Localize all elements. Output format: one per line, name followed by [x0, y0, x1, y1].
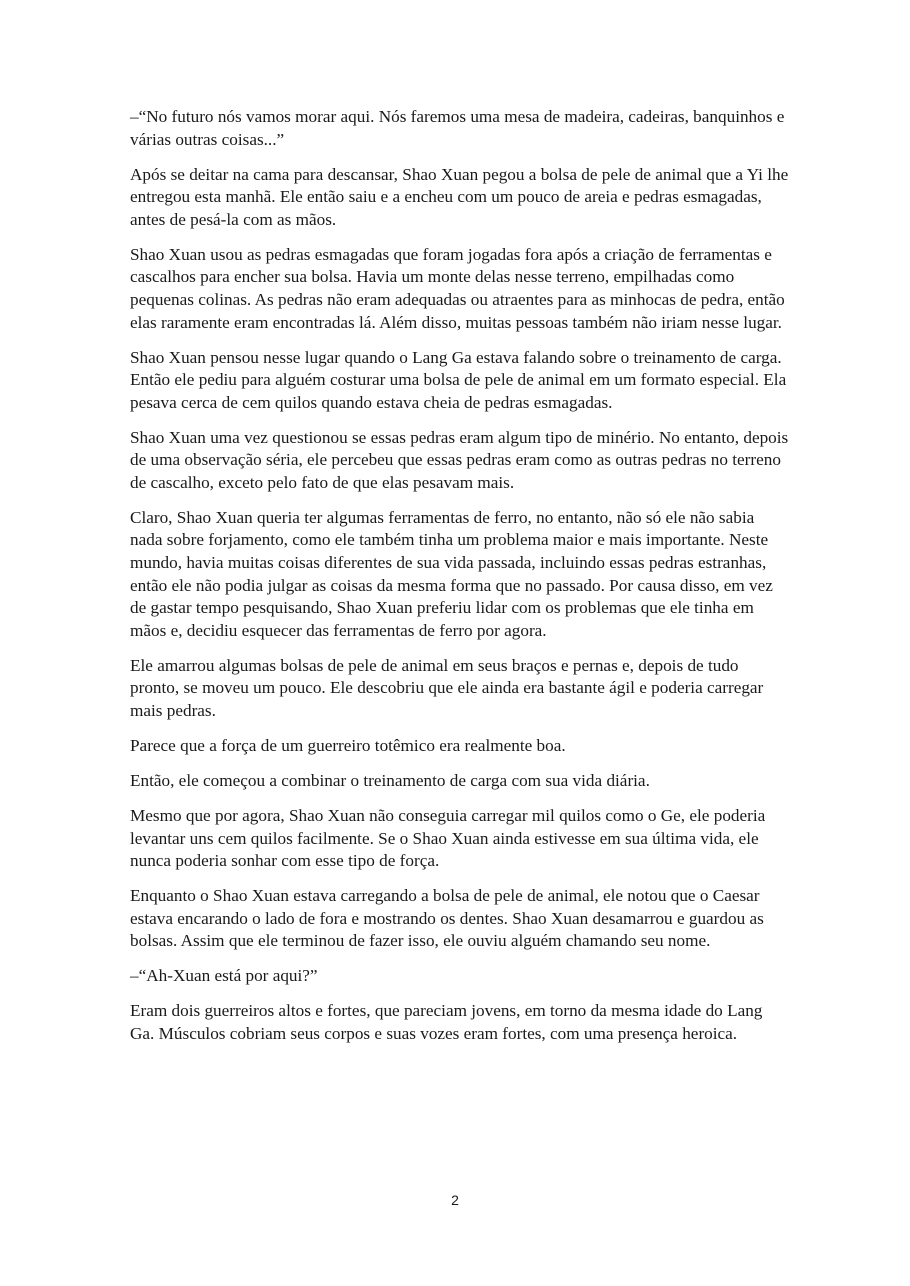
paragraph: –“No futuro nós vamos morar aqui. Nós faremos uma mesa de madeira, cadeiras, banquinhos e várias outras coisas...” [130, 107, 785, 149]
page-number: 2 [451, 1192, 459, 1208]
paragraph: Claro, Shao Xuan queria ter algumas ferramentas de ferro, no entanto, não só ele não sabia nada sobre forjamento, como ele também tinha um problema maior e mais importante. Neste mundo, havia muitas coisas diferentes de sua vida passada, incluindo essas pedras estranhas, então ele não podia julgar as coisas da mesma forma que no passado. Por causa disso, em vez de gastar tempo pesquisando, Shao Xuan preferiu lidar com os problemas que ele tinha em mãos e, decidiu esquecer das ferramentas de ferro por agora. [130, 507, 773, 640]
paragraph: Então, ele começou a combinar o treinamento de carga com sua vida diária. [130, 770, 650, 790]
paragraph: Shao Xuan usou as pedras esmagadas que foram jogadas fora após a criação de ferramentas e cascalhos para encher sua bolsa. Havia um monte delas nesse terreno, empilhadas como pequenas colinas. As pedras não eram adequadas ou atraentes para as minhocas de pedra, então elas raramente eram encontradas lá. Além disso, muitas pessoas também não iriam nesse lugar. [130, 244, 785, 332]
paragraph: Parece que a força de um guerreiro totêmico era realmente boa. [130, 735, 566, 755]
paragraph: Mesmo que por agora, Shao Xuan não conseguia carregar mil quilos como o Ge, ele poderia levantar uns cem quilos facilmente. Se o Shao Xuan ainda estivesse em sua última vida, ele nunca poderia sonhar com esse tipo de força. [130, 805, 766, 871]
paragraph: Ele amarrou algumas bolsas de pele de animal em seus braços e pernas e, depois de tudo pronto, se moveu um pouco. Ele descobriu que ele ainda era bastante ágil e poderia carregar mais pedras. [130, 655, 764, 720]
paragraph: Eram dois guerreiros altos e fortes, que pareciam jovens, em torno da mesma idade do Lang Ga. Músculos cobriam seus corpos e suas vozes eram fortes, com uma presença heroica. [130, 1001, 763, 1043]
paragraph: Shao Xuan uma vez questionou se essas pedras eram algum tipo de minério. No entanto, depois de uma observação séria, ele percebeu que essas pedras eram como as outras pedras no terreno de cascalho, exceto pelo fato de que elas pesavam mais. [130, 427, 789, 492]
page-body [130, 106, 790, 1058]
paragraph: Enquanto o Shao Xuan estava carregando a bolsa de pele de animal, ele notou que o Caesar estava encarando o lado de fora e mostrando os dentes. Shao Xuan desamarrou e guardou as bolsas. Assim que ele terminou de fazer isso, ele ouviu alguém chamando seu nome. [130, 886, 764, 951]
paragraph: Shao Xuan pensou nesse lugar quando o Lang Ga estava falando sobre o treinamento de carga. Então ele pediu para alguém costurar uma bolsa de pele de animal em um formato especial. Ela pesava cerca de cem quilos quando estava cheia de pedras esmagadas. [130, 347, 787, 412]
paragraph: Após se deitar na cama para descansar, Shao Xuan pegou a bolsa de pele de animal que a Yi lhe entregou esta manhã. Ele então saiu e a encheu com um pouco de areia e pedras esmagadas, antes de pesá-la com as mãos. [130, 164, 789, 229]
paragraph: –“Ah-Xuan está por aqui?” [130, 966, 318, 986]
